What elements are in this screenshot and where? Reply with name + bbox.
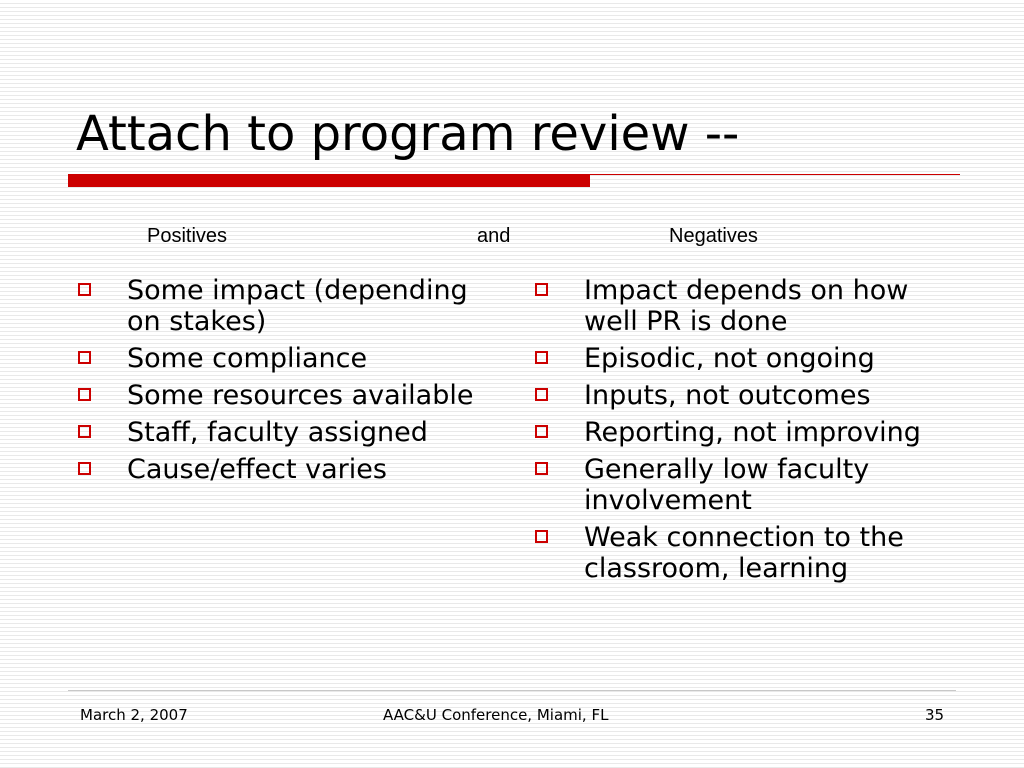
positives-list [76,275,506,491]
hollow-square-icon [535,425,548,438]
list-item [533,417,953,448]
hollow-square-icon [78,425,91,438]
footer-divider [68,690,956,691]
list-item [533,522,953,584]
list-item [76,380,506,411]
hollow-square-icon [78,351,91,364]
footer-date: March 2, 2007 [80,706,188,724]
list-item-text: Some impact (depending on stakes) [127,275,468,337]
and-heading: and [477,225,511,247]
hollow-square-icon [535,530,548,543]
list-item-text: Staff, faculty assigned [127,417,428,448]
list-item [533,343,953,374]
list-item-text: Weak connection to the classroom, learning [584,522,904,584]
hollow-square-icon [78,388,91,401]
list-item-text: Some compliance [127,343,368,374]
list-item [76,417,506,448]
list-item-text: Reporting, not improving [584,417,921,448]
hollow-square-icon [535,388,548,401]
list-item-text: Episodic, not ongoing [584,343,875,374]
list-item-text: Inputs, not outcomes [584,380,871,411]
hollow-square-icon [535,283,548,296]
hollow-square-icon [78,462,91,475]
footer-event: AAC&U Conference, Miami, FL [383,706,609,724]
page-number: 35 [925,706,945,724]
negatives-list [533,275,953,590]
list-item-text: Impact depends on how well PR is done [584,275,909,337]
list-item-text: Some resources available [127,380,474,411]
list-item [533,380,953,411]
title-accent-bar [68,175,590,187]
list-item [76,454,506,485]
negatives-heading: Negatives [669,225,758,247]
hollow-square-icon [78,283,91,296]
hollow-square-icon [535,351,548,364]
positives-heading: Positives [147,225,228,247]
list-item [533,454,953,516]
list-item [76,275,506,337]
hollow-square-icon [535,462,548,475]
list-item-text: Cause/effect varies [127,454,387,485]
slide-title: Attach to program review -- [76,106,740,162]
list-item [533,275,953,337]
list-item-text: Generally low faculty involvement [584,454,870,516]
list-item [76,343,506,374]
